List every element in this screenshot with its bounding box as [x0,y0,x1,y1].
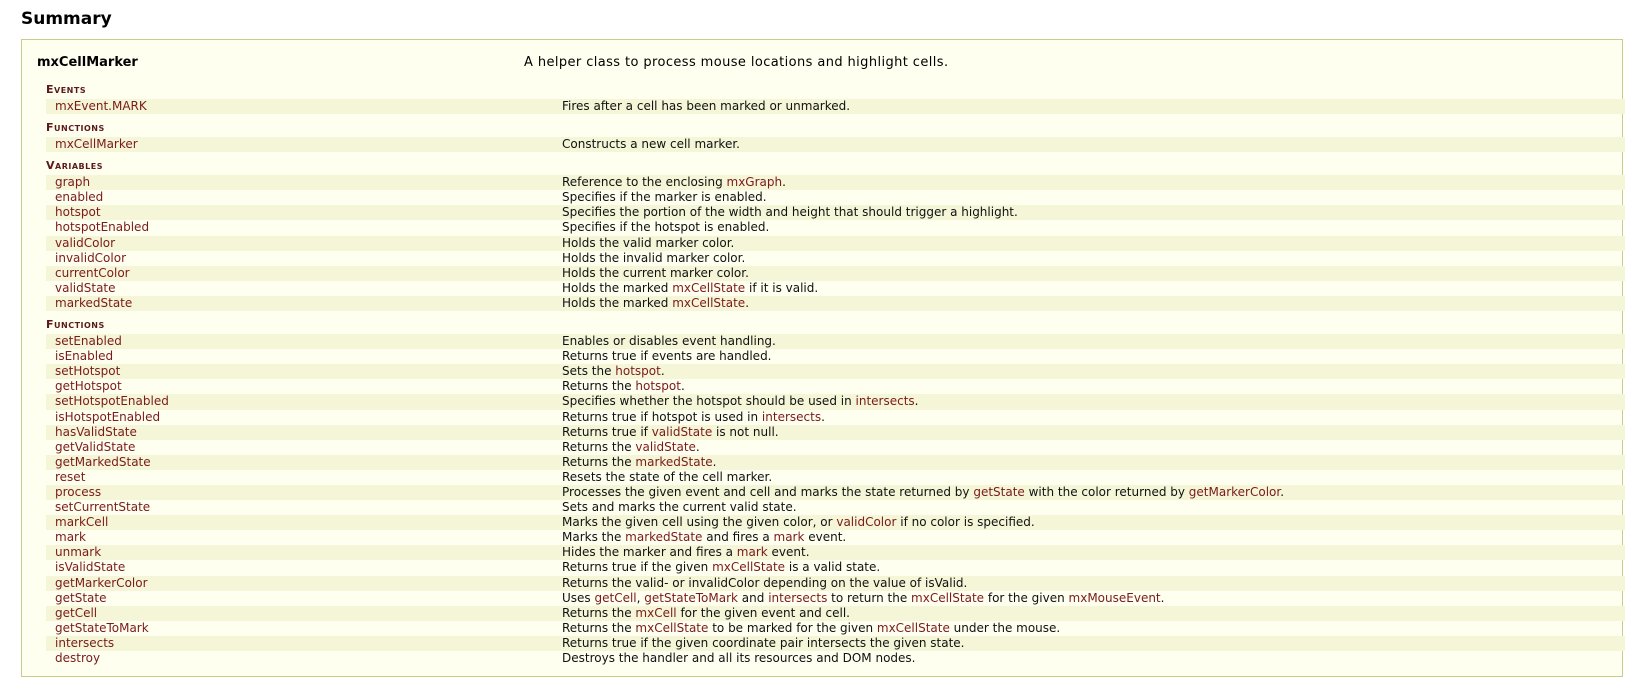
summary-row [46,410,1625,425]
member-description [562,394,919,409]
member-link[interactable]: getCell [55,605,98,620]
member-link[interactable]: isHotspotEnabled [55,409,161,424]
member-description [562,485,1284,500]
member-link[interactable]: setHotspot [55,364,121,379]
description-text: Fires after a cell has been marked or unmarked. [562,99,851,113]
summary-row [46,485,1625,500]
member-description [562,591,1164,606]
member-description [562,190,767,205]
member-description [562,410,825,425]
description-text: . [914,394,919,409]
description-text: . [782,175,786,190]
description-text: Returns true if the given coordinate pair intersects the given state. [562,635,965,650]
description-text: for the given event and cell. [676,605,850,620]
member-link[interactable]: graph [55,175,91,190]
class-description: A helper class to process mouse locations and highlight cells. [524,55,949,70]
inline-link[interactable]: mxCellState [911,590,985,605]
member-link[interactable]: hotspot [55,205,101,220]
inline-link[interactable]: markedState [625,530,703,545]
group-heading: Functions [46,318,105,332]
description-text: . [821,409,825,424]
description-text: if it is valid. [745,280,819,295]
description-text: Returns true if hotspot is used in [562,409,762,424]
class-row [37,52,1607,72]
inline-link[interactable]: getCell [594,590,637,605]
description-text: Returns the [562,454,636,469]
inline-link[interactable]: validState [635,439,696,454]
member-description [562,500,797,515]
description-text: and fires a [702,530,774,545]
member-description [562,560,880,575]
member-link[interactable]: destroy [55,651,101,665]
member-description [562,236,734,251]
summary-row [46,425,1625,440]
group-heading: Events [46,83,87,96]
description-text: is a valid state. [785,560,881,575]
member-link[interactable]: mxCellMarker [55,137,138,152]
summary-row [46,349,1625,364]
member-link[interactable]: hotspotEnabled [55,220,150,235]
description-text: Returns the [562,620,636,635]
member-link[interactable]: getMarkedState [55,454,151,469]
summary-row [46,560,1625,575]
description-text: Sets the [562,364,616,379]
description-text: Hides the marker and fires a [562,545,737,560]
inline-link[interactable]: mxMouseEvent [1068,590,1161,605]
description-text: and [737,590,769,605]
description-text: Sets and marks the current valid state. [562,500,797,515]
class-name: mxCellMarker [37,55,138,70]
member-link[interactable]: reset [55,469,86,484]
description-text: Holds the current marker color. [562,265,749,280]
inline-link[interactable]: getState [973,484,1025,499]
description-text: if no color is specified. [896,515,1035,530]
summary-row [46,251,1625,266]
description-text: Holds the marked [562,295,673,310]
description-text: Returns true if [562,424,652,439]
description-text: Destroys the handler and all its resources and DOM nodes. [562,651,916,665]
member-link[interactable]: getValidState [55,439,136,454]
member-link[interactable]: mark [55,530,86,545]
description-text: event. [767,545,810,560]
description-text: under the mouse. [949,620,1061,635]
member-description [562,515,1035,530]
summary-row [46,379,1625,394]
inline-link[interactable]: validColor [836,515,897,530]
inline-link[interactable]: getStateToMark [644,590,738,605]
member-description [562,621,1060,636]
description-text: Specifies if the hotspot is enabled. [562,220,770,235]
summary-group [46,80,1625,114]
description-text: Holds the invalid marker color. [562,250,746,265]
summary-row [46,545,1625,560]
inline-link[interactable]: intersects [768,590,828,605]
summary-row [46,606,1625,621]
description-text: Holds the valid marker color. [562,235,735,250]
summary-row [46,175,1625,190]
member-link[interactable]: validState [55,280,116,295]
description-text: . [712,454,717,469]
member-description [562,175,786,190]
description-text: Holds the marked [562,280,673,295]
description-text: Returns true if events are handled. [562,349,772,364]
description-text: is not null. [712,424,779,439]
description-text: . [745,295,750,310]
member-link[interactable]: setCurrentState [55,500,151,515]
inline-link[interactable]: mxCellState [672,295,746,310]
summary-row [46,470,1625,485]
summary-groups [46,80,1625,670]
summary-group [46,315,1625,666]
summary-row [46,190,1625,205]
member-description [562,440,700,455]
member-description [562,137,740,152]
member-description [562,636,964,651]
summary-row [46,220,1625,235]
summary-row [46,236,1625,251]
member-link[interactable]: unmark [55,545,102,560]
description-text: Marks the given cell using the given color, or [562,515,837,530]
summary-row [46,651,1625,666]
summary-row [46,296,1625,311]
member-description [562,425,779,440]
description-text: . [660,364,665,379]
inline-link[interactable]: mxGraph [726,175,783,190]
inline-link[interactable]: mxCellState [635,620,709,635]
member-description [562,205,1018,220]
member-description [562,545,810,560]
description-text: Specifies the portion of the width and height that should trigger a highlight. [562,205,1018,220]
summary-row [46,440,1625,455]
member-description [562,606,850,621]
member-link[interactable]: isEnabled [55,349,114,364]
inline-link[interactable]: mark [736,545,768,560]
description-text: Enables or disables event handling. [562,334,776,349]
member-link[interactable]: setHotspotEnabled [55,394,169,409]
description-text: Marks the [562,530,626,545]
description-text: , [636,590,645,605]
summary-row [46,99,1625,114]
member-description [562,576,967,591]
summary-row [46,394,1625,409]
description-text: Uses [562,590,595,605]
inline-link[interactable]: mxCellState [672,280,746,295]
member-link[interactable]: validColor [55,235,116,250]
description-text: Constructs a new cell marker. [562,137,740,152]
member-link[interactable]: intersects [55,635,115,650]
inline-link[interactable]: intersects [855,394,915,409]
summary-row [46,530,1625,545]
member-description [562,364,665,379]
summary-group [46,156,1625,311]
member-link[interactable]: setEnabled [55,334,122,349]
member-link[interactable]: getMarkerColor [55,575,148,590]
summary-row [46,205,1625,220]
member-description [562,349,772,364]
member-description [562,296,749,311]
member-link[interactable]: getStateToMark [55,620,149,635]
page-title: Summary [21,9,112,29]
inline-link[interactable]: hotspot [635,379,681,394]
description-text: Specifies whether the hotspot should be used in [562,394,856,409]
member-link[interactable]: process [55,484,102,499]
member-description [562,379,685,394]
inline-link[interactable]: hotspot [615,364,661,379]
member-description [562,455,717,470]
member-link[interactable]: isValidState [55,560,126,575]
description-text: . [680,379,685,394]
summary-row [46,591,1625,606]
description-text: Processes the given event and cell and marks the state returned by [562,484,974,499]
description-text: with the color returned by [1024,484,1189,499]
member-link[interactable]: getState [55,590,107,605]
inline-link[interactable]: mxCell [635,605,677,620]
summary-box [21,39,1623,677]
inline-link[interactable]: mark [773,530,805,545]
summary-row [46,137,1625,152]
inline-link[interactable]: mxCellState [712,560,786,575]
description-text: to return the [827,590,912,605]
summary-row [46,364,1625,379]
description-text: Specifies if the marker is enabled. [562,190,767,205]
description-text: event. [804,530,847,545]
description-text: Reference to the enclosing [562,175,727,190]
member-link[interactable]: mxEvent.MARK [55,99,147,113]
inline-link[interactable]: mxCellState [876,620,950,635]
description-text: Returns true if the given [562,560,713,575]
description-text: . [1160,590,1165,605]
summary-row [46,266,1625,281]
member-description [562,251,745,266]
group-heading: Functions [46,121,105,135]
member-description [562,281,818,296]
inline-link[interactable]: getMarkerColor [1188,484,1281,499]
member-description [562,220,769,235]
member-description [562,266,749,281]
member-link[interactable]: currentColor [55,265,130,280]
member-description [562,334,776,349]
summary-row [46,455,1625,470]
member-description [562,470,772,485]
member-link[interactable]: markCell [55,515,109,530]
inline-link[interactable]: validState [651,424,713,439]
summary-group [46,118,1625,152]
member-description [562,530,846,545]
description-text: . [695,439,700,454]
summary-row [46,500,1625,515]
description-text: . [1280,484,1285,499]
description-text: Returns the [562,439,636,454]
summary-row [46,576,1625,591]
summary-row [46,636,1625,651]
description-text: Returns the [562,379,636,394]
description-text: Returns the valid- or invalidColor depending on the value of isValid. [562,575,968,590]
summary-row [46,515,1625,530]
group-heading: Variables [46,159,103,173]
member-link[interactable]: getHotspot [55,379,122,394]
summary-row [46,621,1625,636]
description-text: to be marked for the given [708,620,877,635]
member-link[interactable]: enabled [55,190,104,205]
description-text: for the given [984,590,1069,605]
member-link[interactable]: invalidColor [55,250,127,265]
inline-link[interactable]: markedState [635,454,713,469]
summary-row [46,334,1625,349]
member-description [562,99,850,114]
description-text: Returns the [562,605,636,620]
member-link[interactable]: markedState [55,295,133,310]
description-text: Resets the state of the cell marker. [562,469,773,484]
member-link[interactable]: hasValidState [55,424,137,439]
member-description [562,651,915,666]
summary-row [46,281,1625,296]
inline-link[interactable]: intersects [761,409,822,424]
